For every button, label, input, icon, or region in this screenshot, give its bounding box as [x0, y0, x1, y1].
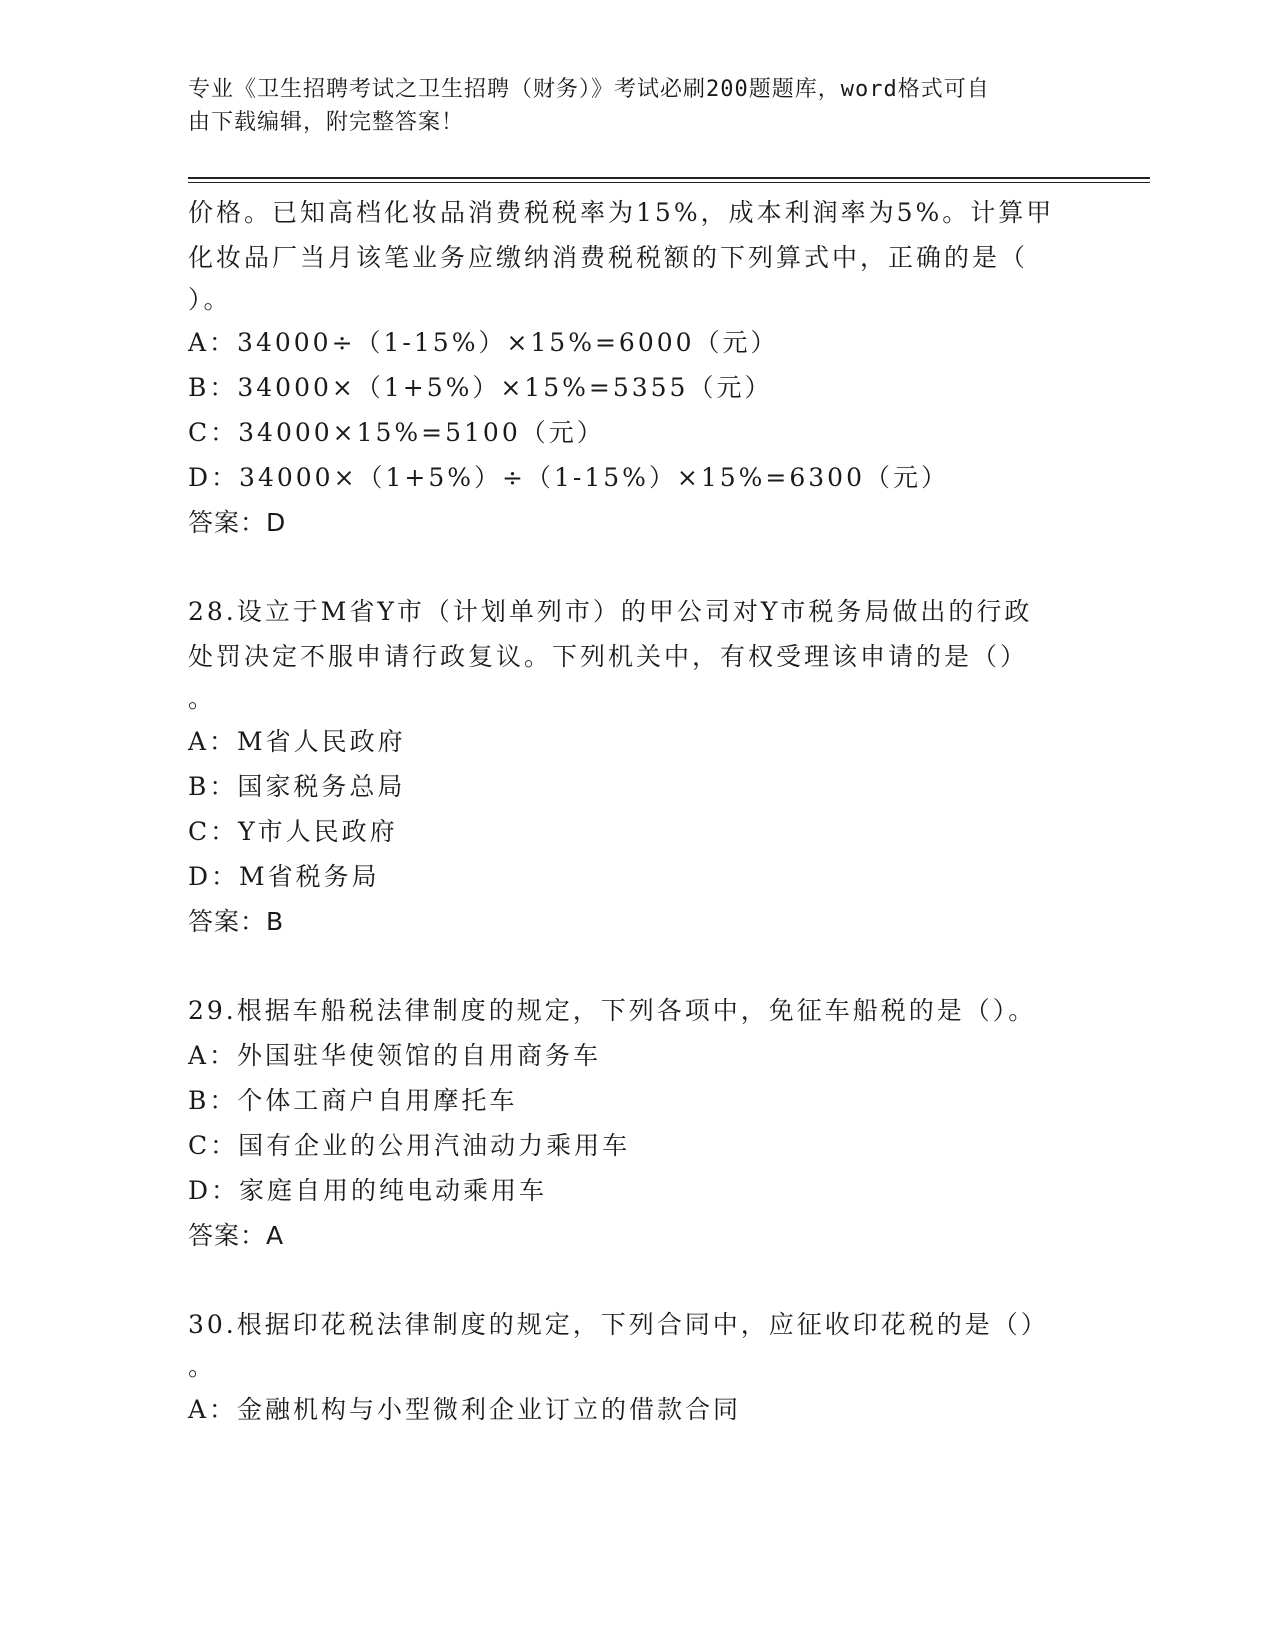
answer-line: 答案：B: [188, 907, 285, 936]
question-text-line: 处罚决定不服申请行政复议。下列机关中，有权受理该申请的是（）: [188, 642, 1029, 671]
option-b: B：34000×（1+5%）×15%=5355（元）: [188, 373, 773, 402]
question-text-line: 。: [188, 684, 217, 713]
answer-line: 答案：A: [188, 1221, 285, 1250]
question-text-line: 28.设立于M省Y市（计划单列市）的甲公司对Y市税务局做出的行政: [188, 597, 1033, 626]
option-c: C：国有企业的公用汽油动力乘用车: [188, 1131, 631, 1160]
option-a: A：34000÷（1-15%）×15%=6000（元）: [188, 328, 779, 357]
answer-line: 答案：D: [188, 508, 287, 537]
option-a: A：外国驻华使领馆的自用商务车: [188, 1041, 602, 1070]
option-a: A：M省人民政府: [188, 727, 406, 756]
question-text-line: 29.根据车船税法律制度的规定，下列各项中，免征车船税的是（）。: [188, 996, 1037, 1025]
question-text-line: 化妆品厂当月该笔业务应缴纳消费税税额的下列算式中，正确的是（: [188, 243, 1029, 272]
question-text-line: 价格。已知高档化妆品消费税税率为15%，成本利润率为5%。计算甲: [188, 198, 1055, 227]
option-c: C：Y市人民政府: [188, 817, 398, 846]
question-28: [188, 589, 1088, 944]
option-d: D：34000×（1+5%）÷（1-15%）×15%=6300（元）: [188, 463, 949, 492]
question-text-line: 30.根据印花税法律制度的规定，下列合同中，应征收印花税的是（）: [188, 1310, 1049, 1339]
option-b: B：国家税务总局: [188, 772, 406, 801]
question-30: [188, 1302, 1088, 1432]
header-divider-top: [188, 177, 1150, 179]
question-text-line: ）。: [188, 285, 232, 314]
option-a: A：金融机构与小型微利企业订立的借款合同: [188, 1395, 742, 1424]
question-list: [188, 190, 1088, 1432]
question-text-line: 。: [188, 1352, 217, 1381]
option-d: D：家庭自用的纯电动乘用车: [188, 1176, 548, 1205]
header-line-2: 由下载编辑，附完整答案！: [188, 110, 465, 135]
option-c: C：34000×15%=5100（元）: [188, 418, 605, 447]
header-divider-bottom: [188, 182, 1150, 183]
question-29: [188, 988, 1088, 1258]
option-d: D：M省税务局: [188, 862, 380, 891]
header-line-1: 专业《卫生招聘考试之卫生招聘（财务）》考试必刷200题题库，word格式可自: [188, 77, 990, 102]
page-header: [188, 73, 1068, 139]
option-b: B：个体工商户自用摩托车: [188, 1086, 518, 1115]
question-27: [188, 190, 1088, 545]
